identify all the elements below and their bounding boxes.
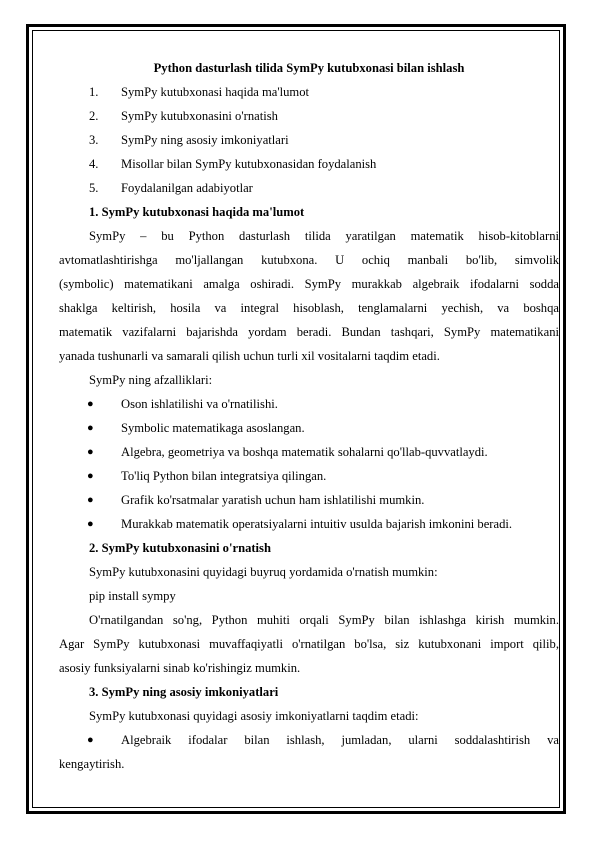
- list-item-text: To'liq Python bilan integratsiya qilingan.: [121, 469, 327, 483]
- bullet-dot-icon: ●: [87, 422, 94, 434]
- list-item-text: Murakkab matematik operatsiyalarni intuitiv usulda bajarish imkonini beradi.: [121, 517, 513, 531]
- toc-number: 1.: [89, 85, 99, 99]
- list-item: [59, 392, 559, 416]
- toc-item: [59, 104, 559, 128]
- install-command: pip install sympy: [89, 589, 176, 603]
- paragraph-line: yanada tushunarli va samarali qilish uchun turli xil vositalarni taqdim etadi.: [59, 349, 440, 363]
- paragraph-line: SymPy – bu Python dasturlash tilida yaratilgan matematik hisob-kitoblarni: [89, 229, 559, 243]
- bullet-dot-icon: ●: [87, 398, 94, 410]
- bullet-dot-icon: ●: [87, 446, 94, 458]
- advantages-label: SymPy ning afzalliklari:: [89, 373, 213, 387]
- list-item: [59, 464, 559, 488]
- paragraph-line: avtomatlashtirishga mo'ljallangan kutubxona. U ochiq manbali bo'lib, simvolik: [59, 253, 559, 267]
- section2-paragraph: [59, 608, 559, 680]
- toc-number: 5.: [89, 181, 99, 195]
- list-item-text: Symbolic matematikaga asoslangan.: [121, 421, 305, 435]
- toc-text: Misollar bilan SymPy kutubxonasidan foydalanish: [121, 157, 377, 171]
- list-item: [59, 728, 559, 752]
- toc-item: [59, 80, 559, 104]
- list-item-text: Grafik ko'rsatmalar yaratish uchun ham ishlatilishi mumkin.: [121, 493, 425, 507]
- paragraph-line: shaklga keltirish, hosila va integral hisoblash, tenglamalarni yechish, va boshqa: [59, 301, 559, 315]
- list-item-text: Oson ishlatilishi va o'rnatilishi.: [121, 397, 278, 411]
- list-item: [59, 488, 559, 512]
- bullet-dot-icon: ●: [87, 470, 94, 482]
- bullet-dot-icon: ●: [87, 494, 94, 506]
- paragraph-line: O'rnatilgandan so'ng, Python muhiti orqali SymPy bilan ishlashga kirish mumkin.: [89, 613, 559, 627]
- section2-intro: SymPy kutubxonasini quyidagi buyruq yordamida o'rnatish mumkin:: [89, 565, 438, 579]
- list-item-continuation: kengaytirish.: [59, 757, 125, 771]
- bullet-dot-icon: ●: [87, 734, 94, 746]
- section3-heading: 3. SymPy ning asosiy imkoniyatlari: [89, 685, 279, 699]
- toc-number: 3.: [89, 133, 99, 147]
- toc-item: [59, 128, 559, 152]
- list-item: [59, 440, 559, 464]
- toc-number: 2.: [89, 109, 99, 123]
- toc-number: 4.: [89, 157, 99, 171]
- paragraph-line: matematik vazifalarni bajarishda yordam beradi. Bundan tashqari, SymPy matematikani: [59, 325, 559, 339]
- toc-text: Foydalanilgan adabiyotlar: [121, 181, 253, 195]
- table-of-contents: [59, 80, 559, 200]
- paragraph-line: (symbolic) matematikani amalga oshiradi. SymPy murakkab algebraik ifodalarni sodda: [59, 277, 559, 291]
- toc-item: [59, 152, 559, 176]
- toc-text: SymPy ning asosiy imkoniyatlari: [121, 133, 289, 147]
- document-body: [59, 56, 559, 776]
- paragraph-line: asosiy funksiyalarni sinab ko'rishingiz mumkin.: [59, 661, 301, 675]
- toc-text: SymPy kutubxonasi haqida ma'lumot: [121, 85, 310, 99]
- section1-paragraph: [59, 224, 559, 368]
- toc-text: SymPy kutubxonasini o'rnatish: [121, 109, 278, 123]
- document-title: Python dasturlash tilida SymPy kutubxonasi bilan ishlash: [153, 61, 465, 75]
- advantages-list: [59, 392, 559, 536]
- paragraph-line: Agar SymPy kutubxonasi muvaffaqiyatli o'rnatilgan bo'lsa, siz kutubxonani import qilib,: [59, 637, 559, 651]
- list-item-text: Algebra, geometriya va boshqa matematik sohalarni qo'llab-quvvatlaydi.: [121, 445, 488, 459]
- list-item: [59, 512, 559, 536]
- section1-heading: 1. SymPy kutubxonasi haqida ma'lumot: [89, 205, 305, 219]
- section2-heading: 2. SymPy kutubxonasini o'rnatish: [89, 541, 271, 555]
- toc-item: [59, 176, 559, 200]
- list-item: [59, 416, 559, 440]
- section3-intro: SymPy kutubxonasi quyidagi asosiy imkoniyatlarni taqdim etadi:: [89, 709, 419, 723]
- bullet-dot-icon: ●: [87, 518, 94, 530]
- list-item-text: Algebraik ifodalar bilan ishlash, jumladan, ularni soddalashtirish va: [121, 733, 559, 747]
